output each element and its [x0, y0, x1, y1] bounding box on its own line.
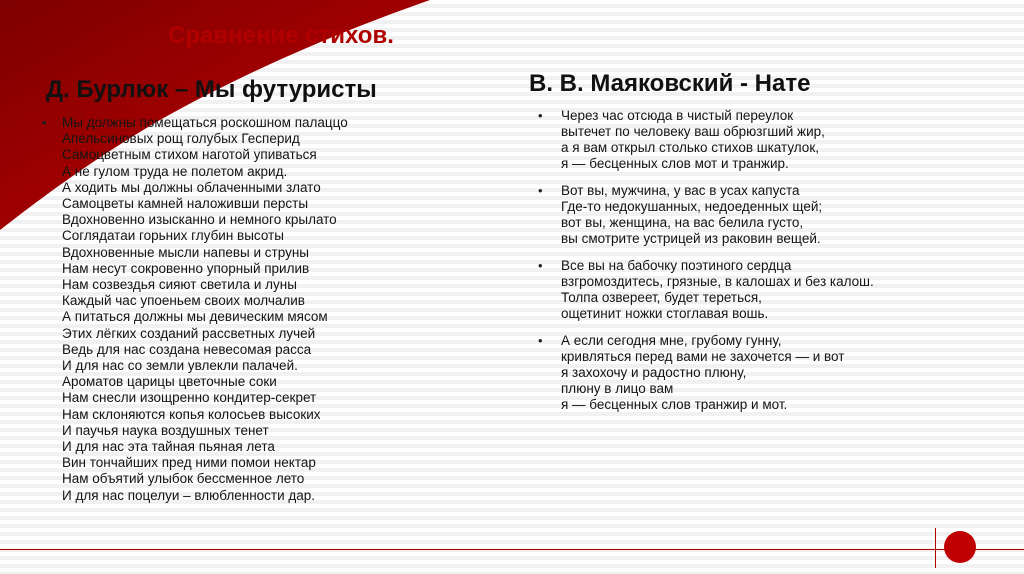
- poem-stanza: [538, 108, 1008, 172]
- poem-line: Толпа озвереет, будет тереться,: [561, 290, 762, 305]
- poem-line: Нам снесли изощренно кондитер-секрет: [62, 390, 317, 406]
- poem-line: Самоцветным стихом наготой упиваться: [62, 147, 317, 163]
- poem-line: Каждый час упоеньем своих молчалив: [62, 293, 305, 309]
- poem-line: А питаться должны мы девическим мясом: [62, 309, 328, 325]
- poem-line: И для нас поцелуи – влюбленности дар.: [62, 487, 316, 503]
- burliuk-poem: [38, 115, 468, 504]
- poem-line: кривляться перед вами не захочется — и вот: [561, 349, 845, 364]
- poem-line: вытечет по человеку ваш обрюзгший жир,: [561, 124, 825, 139]
- poem-line: Нам склоняются копья колосьев высоких: [62, 406, 321, 422]
- poem-line: И паучья наука воздушных тенет: [62, 422, 269, 438]
- poem-line: вы смотрите устрицей из раковин вещей.: [561, 231, 821, 246]
- poem-line: я захохочу и радостно плюну,: [561, 365, 747, 380]
- poem-line: взгромоздитесь, грязные, в калошах и без калош.: [561, 274, 874, 289]
- poem-line: Нам несут сокровенно упорный прилив: [62, 260, 310, 276]
- poem-line: а я вам открыл столько стихов шкатулок,: [561, 140, 819, 155]
- poem-line: И для нас эта тайная пьяная лета: [62, 439, 275, 455]
- poem-line: • Мы должны помещаться роскошном палаццо: [62, 115, 348, 130]
- poem-line: Где-то недокушанных, недоеденных щей;: [561, 199, 823, 214]
- poem-line: вот вы, женщина, на вас белила густо,: [561, 215, 804, 230]
- poem-stanza: [538, 183, 1008, 247]
- poem-line: Вдохновенно изысканно и немного крылато: [62, 212, 337, 228]
- slide-title: Сравнение стихов.: [168, 22, 394, 49]
- poem-line: Нам созвездья сияют светила и луны: [62, 277, 297, 293]
- poem-line: плюну в лицо вам: [561, 381, 674, 396]
- poem-line: Вдохновенные мысли напевы и струны: [62, 244, 310, 260]
- poem-line: Ведь для нас создана невесомая расса: [62, 341, 312, 357]
- poem-line: ощетинит ножки стоглавая вошь.: [561, 306, 769, 321]
- poem-line: • Все вы на бабочку поэтиного сердца: [561, 258, 792, 273]
- poem-line: • Вот вы, мужчина, у вас в усах капуста: [561, 183, 800, 198]
- poem-line: Вин тончайших пред ними помои нектар: [62, 455, 316, 471]
- mayakovsky-heading: В. В. Маяковский - Нате: [529, 70, 811, 97]
- poem-line: А ходить мы должны облаченными злато: [62, 179, 321, 195]
- poem-line: И для нас со земли увлекли палачей.: [62, 358, 298, 374]
- poem-line: Самоцветы камней наложивши персты: [62, 196, 309, 212]
- poem-line: • Через час отсюда в чистый переулок: [561, 108, 794, 123]
- footer-vertical-divider: [935, 528, 936, 568]
- poem-line: я — бесценных слов мот и транжир.: [561, 156, 789, 171]
- poem-line: А не гулом труда не полетом акрид.: [62, 163, 288, 179]
- burliuk-heading: Д. Бурлюк – Мы футуристы: [46, 76, 377, 103]
- poem-stanza: [538, 333, 1008, 413]
- mayakovsky-poem: [538, 108, 1008, 424]
- poem-line: Апельсиновых рощ голубых Гесперид: [62, 131, 300, 147]
- poem-stanza: [38, 115, 468, 504]
- poem-line: • А если сегодня мне, грубому гунну,: [561, 333, 782, 348]
- poem-line: Соглядатаи горьних глубин высоты: [62, 228, 284, 244]
- footer-divider: [0, 549, 1024, 550]
- poem-line: Нам объятий улыбок бессменное лето: [62, 471, 305, 487]
- red-circle-icon: [944, 531, 976, 563]
- poem-stanza: [538, 258, 1008, 322]
- poem-line: Этих лёгких созданий рассветных лучей: [62, 325, 316, 341]
- poem-line: Ароматов царицы цветочные соки: [62, 374, 277, 390]
- poem-line: я — бесценных слов транжир и мот.: [561, 397, 788, 412]
